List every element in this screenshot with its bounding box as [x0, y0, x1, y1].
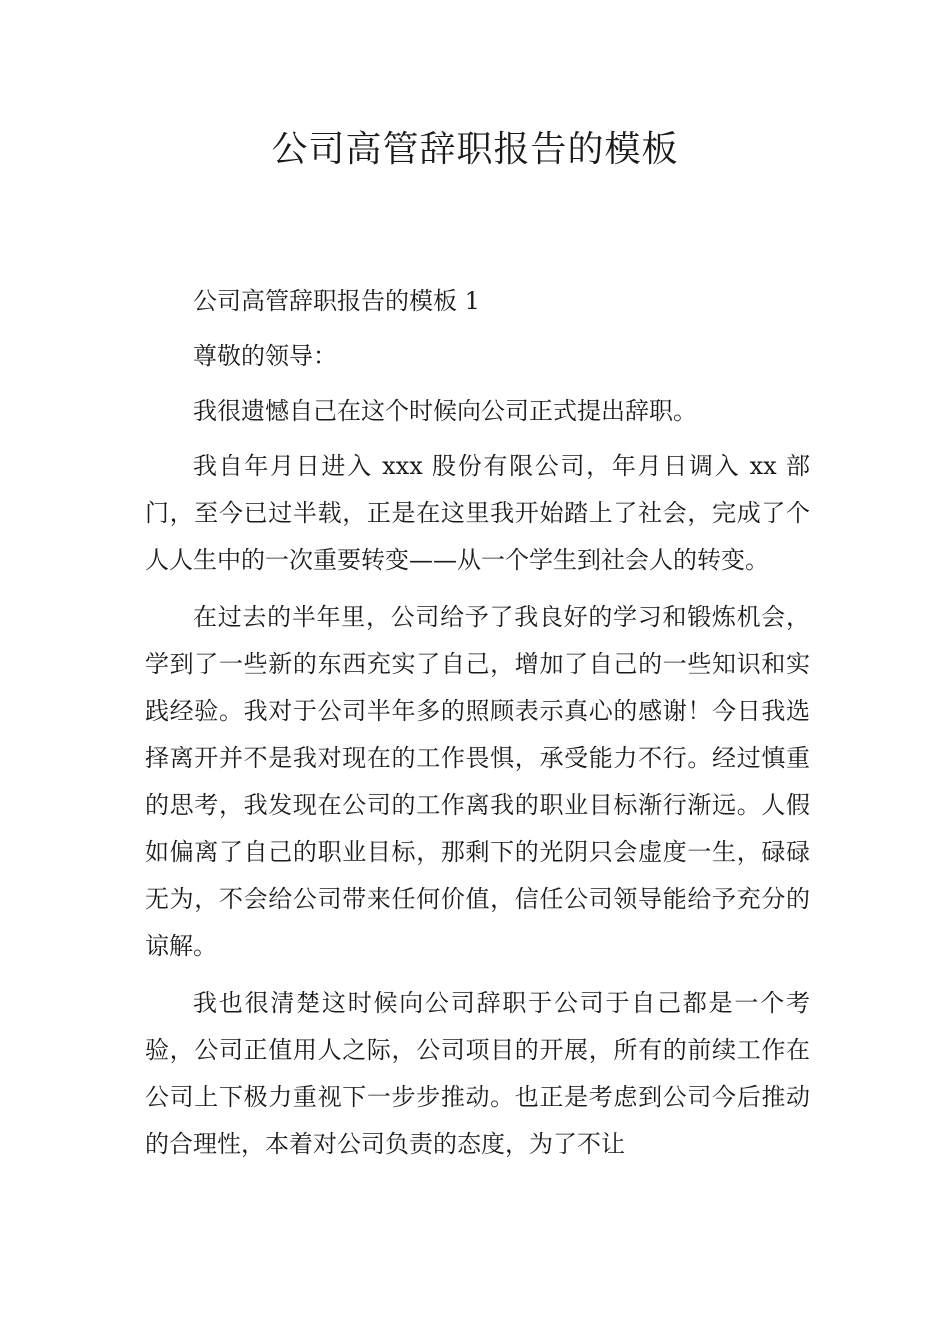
document-subtitle: 公司高管辞职报告的模板 1 — [193, 287, 480, 315]
document-title: 公司高管辞职报告的模板 — [271, 129, 679, 170]
paragraph-4: 我也很清楚这时候向公司辞职于公司于自己都是一个考验，公司正值用人之际，公司项目的开展，所有的前续工作在公司上下极力重视下一步步推动。也正是考虑到公司今后推动的合理性，本着对公司负责的态度，为了不让 — [145, 989, 810, 1158]
paragraph-2: 我自年月日进入 xxx 股份有限公司，年月日调入 xx 部门，至今已过半载，正是在这里我开始踏上了社会，完成了个人人生中的一次重要转变——从一个学生到社会人的转变。 — [145, 452, 810, 574]
salutation: 尊敬的领导： — [193, 342, 337, 370]
paragraph-3: 在过去的半年里，公司给予了我良好的学习和锻炼机会，学到了一些新的东西充实了自己，增加了自己的一些知识和实践经验。我对于公司半年多的照顾表示真心的感谢！今日我选择离开并不是我对现在的工作畏惧，承受能力不行。经过慎重的思考，我发现在公司的工作离我的职业目标渐行渐远。人假如偏离了自己的职业目标，那剩下的光阴只会虚度一生，碌碌无为，不会给公司带来任何价值，信任公司领导能给予充分的谅解。 — [145, 603, 810, 960]
document-body — [145, 278, 810, 1178]
paragraph-1: 我很遗憾自己在这个时候向公司正式提出辞职。 — [193, 397, 697, 425]
